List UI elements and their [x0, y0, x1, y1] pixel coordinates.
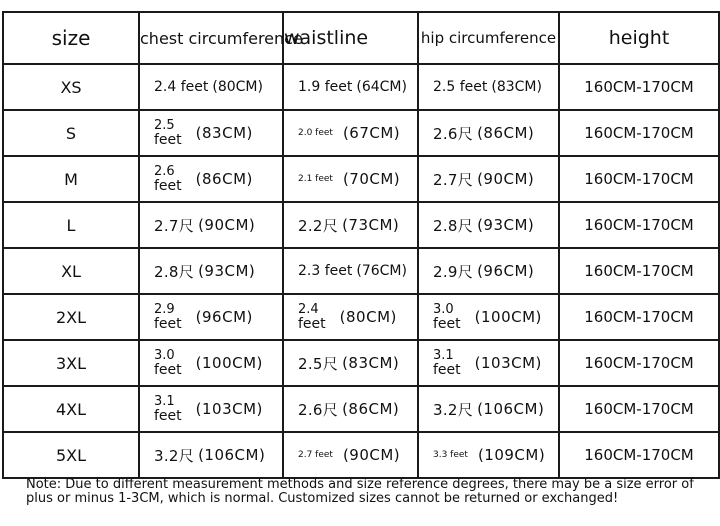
chest-value: [140, 79, 282, 95]
height-cell: 160CM-170CM: [559, 64, 719, 110]
hip-feet-number: 3.0: [433, 302, 454, 317]
chest-feet: 2.4 feet: [154, 79, 209, 95]
hip-cm: (86CM): [477, 124, 535, 142]
chest-value: [140, 445, 282, 466]
waist-cm: (80CM): [339, 308, 397, 326]
waist-cm: (83CM): [342, 354, 400, 372]
chest-cm: (80CM): [212, 79, 263, 95]
chest-feet-unit: feet: [154, 408, 182, 424]
chest-cm: (90CM): [198, 216, 256, 234]
chest-feet-number: 3.0: [154, 348, 175, 363]
chest-cell: [139, 64, 283, 110]
waistline-cell: [283, 386, 418, 432]
height-cell: 160CM-170CM: [559, 432, 719, 478]
chest-feet: 2.7尺: [154, 216, 195, 235]
height-cell: 160CM-170CM: [559, 202, 719, 248]
hip-cm: (109CM): [477, 446, 546, 464]
chest-cell: [139, 248, 283, 294]
waistline-cell: [283, 156, 418, 202]
hip-feet: 2.8尺: [433, 216, 474, 235]
chest-feet: [154, 165, 182, 193]
chest-value: [140, 215, 282, 236]
hip-feet-number: 3.1: [433, 348, 454, 363]
table-row: [3, 110, 719, 156]
height-cell: 160CM-170CM: [559, 340, 719, 386]
chest-feet-number: 3.1: [154, 394, 175, 409]
header-waistline: waistline: [283, 12, 418, 64]
waist-feet: 2.7 feet: [298, 450, 333, 460]
chest-feet: [154, 349, 182, 377]
waist-cm: (86CM): [342, 400, 400, 418]
chest-cm: (83CM): [195, 124, 253, 142]
chest-feet-number: 2.5: [154, 118, 175, 133]
waistline-cell: [283, 340, 418, 386]
waist-value: [284, 263, 417, 279]
chest-feet: [154, 119, 182, 147]
header-height: height: [559, 12, 719, 64]
size-cell: 5XL: [3, 432, 139, 478]
hip-cell: [418, 156, 559, 202]
waist-value: [284, 446, 417, 464]
hip-value: [419, 349, 558, 377]
waist-value: [284, 399, 417, 420]
chest-value: [140, 119, 282, 147]
hip-cm: (106CM): [477, 400, 545, 418]
hip-feet: 2.7尺: [433, 170, 474, 189]
hip-cell: [418, 110, 559, 156]
hip-value: [419, 123, 558, 144]
waist-cm: (70CM): [342, 170, 401, 188]
hip-cell: [418, 386, 559, 432]
hip-cm: (83CM): [491, 79, 542, 95]
table-row: [3, 202, 719, 248]
waistline-cell: [283, 248, 418, 294]
waist-feet-unit: feet: [298, 316, 326, 332]
header-hip: hip circumference: [418, 12, 559, 64]
chest-value: [140, 349, 282, 377]
footnote: Note: Due to different measurement methods and size reference degrees, there may be a size error of plus or minus 1-3CM, which is normal. Customized sizes cannot be returned or exchanged!: [26, 477, 694, 506]
waist-feet: 2.3 feet: [298, 263, 353, 279]
size-cell: M: [3, 156, 139, 202]
chest-feet-unit: feet: [154, 178, 182, 194]
hip-feet-unit: feet: [433, 362, 461, 378]
hip-cell: [418, 432, 559, 478]
hip-cell: [418, 294, 559, 340]
hip-feet: 2.6尺: [433, 124, 474, 143]
hip-feet: [433, 303, 461, 331]
waistline-cell: [283, 432, 418, 478]
size-cell: 2XL: [3, 294, 139, 340]
size-cell: L: [3, 202, 139, 248]
chest-value: [140, 261, 282, 282]
waist-cm: (76CM): [356, 263, 407, 279]
chest-feet: 2.8尺: [154, 262, 195, 281]
waist-cm: (67CM): [342, 124, 401, 142]
hip-value: [419, 261, 558, 282]
hip-cm: (93CM): [477, 216, 535, 234]
waist-cm: (73CM): [342, 216, 400, 234]
hip-value: [419, 215, 558, 236]
table-row: [3, 248, 719, 294]
chest-feet: 3.2尺: [154, 446, 195, 465]
height-cell: 160CM-170CM: [559, 156, 719, 202]
height-cell: 160CM-170CM: [559, 248, 719, 294]
chest-cm: (93CM): [198, 262, 256, 280]
hip-cm: (103CM): [474, 354, 542, 372]
hip-cell: [418, 248, 559, 294]
waist-value: [284, 303, 417, 331]
hip-value: [419, 169, 558, 190]
hip-feet: 2.5 feet: [433, 79, 488, 95]
waist-feet: [298, 303, 326, 331]
chest-cm: (106CM): [198, 446, 266, 464]
hip-feet: 2.9尺: [433, 262, 474, 281]
chest-cell: [139, 386, 283, 432]
size-cell: XS: [3, 64, 139, 110]
hip-feet-unit: feet: [433, 316, 461, 332]
chest-feet-unit: feet: [154, 132, 182, 148]
size-cell: 3XL: [3, 340, 139, 386]
hip-feet: 3.3 feet: [433, 450, 468, 460]
waist-value: [284, 170, 417, 188]
waistline-cell: [283, 64, 418, 110]
waistline-cell: [283, 294, 418, 340]
hip-cell: [418, 202, 559, 248]
waist-feet: 2.0 feet: [298, 128, 333, 138]
chest-value: [140, 395, 282, 423]
chest-feet: [154, 395, 182, 423]
hip-feet: [433, 349, 461, 377]
chest-cell: [139, 110, 283, 156]
height-cell: 160CM-170CM: [559, 386, 719, 432]
chest-value: [140, 165, 282, 193]
hip-cell: [418, 64, 559, 110]
table-row: [3, 156, 719, 202]
hip-cm: (96CM): [477, 262, 535, 280]
height-cell: 160CM-170CM: [559, 110, 719, 156]
chest-cell: [139, 340, 283, 386]
waist-value: [284, 353, 417, 374]
header-size: size: [3, 12, 139, 64]
chest-feet-unit: feet: [154, 316, 182, 332]
hip-feet: 3.2尺: [433, 400, 474, 419]
waist-value: [284, 124, 417, 142]
hip-value: [419, 79, 558, 95]
waist-cm: (90CM): [342, 446, 401, 464]
hip-value: [419, 446, 558, 464]
chest-cm: (103CM): [195, 400, 263, 418]
waist-feet-number: 2.4: [298, 302, 319, 317]
size-cell: XL: [3, 248, 139, 294]
chest-cell: [139, 156, 283, 202]
waistline-cell: [283, 202, 418, 248]
chest-feet: [154, 303, 182, 331]
waistline-cell: [283, 110, 418, 156]
table-row: [3, 340, 719, 386]
table-header-row: [3, 12, 719, 64]
waist-feet: 1.9 feet: [298, 79, 353, 95]
waist-feet: 2.2尺: [298, 216, 339, 235]
chest-cm: (96CM): [195, 308, 253, 326]
size-cell: 4XL: [3, 386, 139, 432]
chest-cell: [139, 202, 283, 248]
chest-feet-unit: feet: [154, 362, 182, 378]
chest-cm: (86CM): [195, 170, 253, 188]
chest-cell: [139, 294, 283, 340]
waist-feet: 2.5尺: [298, 354, 339, 373]
hip-value: [419, 399, 558, 420]
chest-cell: [139, 432, 283, 478]
chest-feet-number: 2.9: [154, 302, 175, 317]
table-row: [3, 432, 719, 478]
hip-value: [419, 303, 558, 331]
chest-value: [140, 303, 282, 331]
chest-feet-number: 2.6: [154, 164, 175, 179]
header-chest: chest circumference: [139, 12, 283, 64]
hip-cm: (90CM): [477, 170, 535, 188]
table-row: [3, 386, 719, 432]
table-row: [3, 64, 719, 110]
size-cell: S: [3, 110, 139, 156]
waist-feet: 2.1 feet: [298, 174, 333, 184]
waist-value: [284, 215, 417, 236]
hip-cm: (100CM): [474, 308, 542, 326]
waist-value: [284, 79, 417, 95]
table-body: [3, 64, 719, 478]
height-cell: 160CM-170CM: [559, 294, 719, 340]
waist-feet: 2.6尺: [298, 400, 339, 419]
waist-cm: (64CM): [356, 79, 407, 95]
table-row: [3, 294, 719, 340]
size-table: [2, 11, 720, 479]
hip-cell: [418, 340, 559, 386]
chest-cm: (100CM): [195, 354, 263, 372]
